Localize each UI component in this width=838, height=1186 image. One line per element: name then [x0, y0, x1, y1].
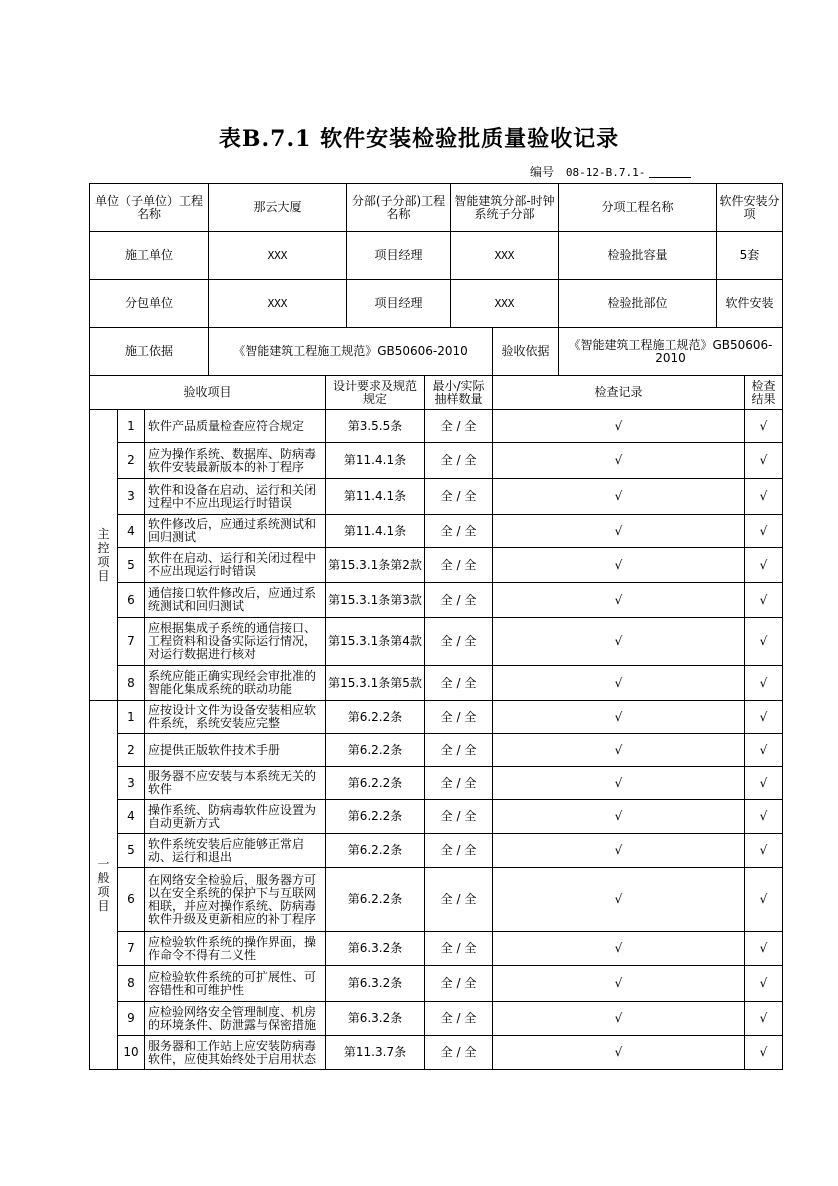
item-spec: 第6.2.2条: [326, 701, 425, 734]
general-category: [90, 701, 118, 1070]
table-row: [90, 734, 783, 767]
item-number: 3: [118, 767, 145, 800]
item-record: √: [493, 515, 745, 548]
table-row: [90, 1002, 783, 1036]
item-sample: 全 / 全: [425, 767, 493, 800]
item-record: √: [493, 666, 745, 701]
item-record: √: [493, 868, 745, 932]
item-number: 6: [118, 868, 145, 932]
item-description: 在网络安全检验后，服务器方可以在安全系统的保护下与互联网相联，并应对操作系统、防病毒软件升级及更新相应的补丁程序: [145, 868, 326, 932]
item-description: 应提供正版软件技术手册: [145, 734, 326, 767]
division-value: 智能建筑分部-时钟系统子分部: [451, 184, 559, 232]
item-sample: 全 / 全: [425, 548, 493, 583]
item-description: 服务器和工作站上应安装防病毒软件，应使其始终处于启用状态: [145, 1036, 326, 1070]
pm-value: XXX: [451, 232, 559, 280]
item-description: 软件系统安装后应能够正常启动、运行和退出: [145, 834, 326, 868]
item-spec: 第6.2.2条: [326, 734, 425, 767]
item-spec: 第6.2.2条: [326, 800, 425, 834]
item-description: 软件产品质量检查应符合规定: [145, 410, 326, 443]
item-description: 系统应能正确实现经会审批准的智能化集成系统的联动功能: [145, 666, 326, 701]
unit-value: 那云大厦: [209, 184, 347, 232]
item-record: √: [493, 1036, 745, 1070]
accept-basis-label: 验收依据: [493, 328, 559, 376]
table-row: [90, 548, 783, 583]
item-sample: 全 / 全: [425, 618, 493, 666]
table-row: [90, 1036, 783, 1070]
item-description: 应根据集成子系统的通信接口、工程资料和设备实际运行情况，对运行数据进行核对: [145, 618, 326, 666]
general-items: [90, 701, 783, 1070]
item-description: 操作系统、防病毒软件应设置为自动更新方式: [145, 800, 326, 834]
item-number: 4: [118, 800, 145, 834]
serial-blank: [649, 167, 691, 178]
item-spec: 第6.3.2条: [326, 932, 425, 966]
item-spec: 第11.4.1条: [326, 515, 425, 548]
table-row: [90, 966, 783, 1002]
item-sample: 全 / 全: [425, 1002, 493, 1036]
subitem-label: 分项工程名称: [559, 184, 717, 232]
item-sample: 全 / 全: [425, 868, 493, 932]
location-value: 软件安装: [717, 280, 783, 328]
subcontractor-value: XXX: [209, 280, 347, 328]
item-result: √: [745, 868, 783, 932]
item-result: √: [745, 410, 783, 443]
item-number: 7: [118, 618, 145, 666]
item-sample: 全 / 全: [425, 583, 493, 618]
subitem-value: 软件安装分项: [717, 184, 783, 232]
item-sample: 全 / 全: [425, 666, 493, 701]
main-items: [90, 410, 783, 701]
table-row: [90, 932, 783, 966]
item-result: √: [745, 966, 783, 1002]
item-sample: 全 / 全: [425, 734, 493, 767]
item-spec: 第6.3.2条: [326, 966, 425, 1002]
item-record: √: [493, 701, 745, 734]
item-record: √: [493, 583, 745, 618]
item-record: √: [493, 443, 745, 479]
col-item: 验收项目: [90, 376, 326, 410]
item-result: √: [745, 548, 783, 583]
col-result: 检查结果: [745, 376, 783, 410]
item-sample: 全 / 全: [425, 701, 493, 734]
table-row: [90, 410, 783, 443]
item-sample: 全 / 全: [425, 410, 493, 443]
main-category-label: 主控项目: [97, 527, 110, 583]
item-number: 6: [118, 583, 145, 618]
item-record: √: [493, 966, 745, 1002]
table-row: [90, 515, 783, 548]
item-spec: 第6.3.2条: [326, 1002, 425, 1036]
item-number: 8: [118, 666, 145, 701]
item-result: √: [745, 618, 783, 666]
item-spec: 第11.4.1条: [326, 443, 425, 479]
general-category-label: 一般项目: [97, 857, 110, 913]
item-number: 1: [118, 701, 145, 734]
item-result: √: [745, 767, 783, 800]
item-sample: 全 / 全: [425, 479, 493, 515]
accept-basis-value: 《智能建筑工程施工规范》GB50606-2010: [559, 328, 783, 376]
item-spec: 第15.3.1条第3款: [326, 583, 425, 618]
item-sample: 全 / 全: [425, 443, 493, 479]
item-number: 1: [118, 410, 145, 443]
table-row: [90, 834, 783, 868]
constructor-label: 施工单位: [90, 232, 209, 280]
form-title: 表B.7.1 软件安装检验批质量验收记录: [218, 126, 620, 152]
serial-number: [530, 163, 691, 180]
item-description: 应按设计文件为设备安装相应软件系统，系统安装应完整: [145, 701, 326, 734]
item-number: 2: [118, 443, 145, 479]
item-sample: 全 / 全: [425, 800, 493, 834]
pm2-label: 项目经理: [347, 280, 451, 328]
item-description: 通信接口软件修改后，应通过系统测试和回归测试: [145, 583, 326, 618]
division-label: 分部(子分部)工程名称: [347, 184, 451, 232]
table-row: [90, 583, 783, 618]
item-number: 5: [118, 548, 145, 583]
item-description: 软件和设备在启动、运行和关闭过程中不应出现运行时错误: [145, 479, 326, 515]
serial-value: 08-12-B.7.1-: [565, 166, 646, 179]
location-label: 检验批部位: [559, 280, 717, 328]
item-record: √: [493, 932, 745, 966]
capacity-value: 5套: [717, 232, 783, 280]
item-record: √: [493, 767, 745, 800]
table-row: [90, 666, 783, 701]
table-row: [90, 618, 783, 666]
item-description: 应检验软件系统的可扩展性、可容错性和可维护性: [145, 966, 326, 1002]
item-spec: 第11.4.1条: [326, 479, 425, 515]
header-row-basis: [90, 328, 783, 376]
table-row: [90, 479, 783, 515]
item-result: √: [745, 834, 783, 868]
main-category: [90, 410, 118, 701]
item-number: 10: [118, 1036, 145, 1070]
item-number: 4: [118, 515, 145, 548]
capacity-label: 检验批容量: [559, 232, 717, 280]
subcontractor-label: 分包单位: [90, 280, 209, 328]
table-row: [90, 868, 783, 932]
header-row-constructor: [90, 232, 783, 280]
item-sample: 全 / 全: [425, 966, 493, 1002]
item-spec: 第6.2.2条: [326, 868, 425, 932]
header-row-unit: [90, 184, 783, 232]
item-number: 8: [118, 966, 145, 1002]
item-description: 应检验网络安全管理制度、机房的环境条件、防泄露与保密措施: [145, 1002, 326, 1036]
item-result: √: [745, 666, 783, 701]
item-record: √: [493, 800, 745, 834]
item-spec: 第11.3.7条: [326, 1036, 425, 1070]
item-result: √: [745, 701, 783, 734]
item-result: √: [745, 800, 783, 834]
item-number: 3: [118, 479, 145, 515]
table-row: [90, 701, 783, 734]
item-spec: 第3.5.5条: [326, 410, 425, 443]
basis-value: 《智能建筑工程施工规范》GB50606-2010: [209, 328, 493, 376]
col-spec: 设计要求及规范规定: [326, 376, 425, 410]
item-result: √: [745, 932, 783, 966]
item-description: 应为操作系统、数据库、防病毒软件安装最新版本的补丁程序: [145, 443, 326, 479]
header-row-subcontractor: [90, 280, 783, 328]
item-record: √: [493, 410, 745, 443]
item-spec: 第15.3.1条第4款: [326, 618, 425, 666]
item-number: 7: [118, 932, 145, 966]
item-sample: 全 / 全: [425, 515, 493, 548]
constructor-value: XXX: [209, 232, 347, 280]
item-description: 服务器不应安装与本系统无关的软件: [145, 767, 326, 800]
item-record: √: [493, 834, 745, 868]
inspection-table: [89, 183, 783, 1070]
item-result: √: [745, 1036, 783, 1070]
item-result: √: [745, 443, 783, 479]
unit-label: 单位（子单位）工程名称: [90, 184, 209, 232]
column-header-row: [90, 376, 783, 410]
item-sample: 全 / 全: [425, 1036, 493, 1070]
item-record: √: [493, 479, 745, 515]
item-spec: 第6.2.2条: [326, 767, 425, 800]
item-number: 9: [118, 1002, 145, 1036]
item-sample: 全 / 全: [425, 932, 493, 966]
pm-label: 项目经理: [347, 232, 451, 280]
col-record: 检查记录: [493, 376, 745, 410]
item-result: √: [745, 583, 783, 618]
item-sample: 全 / 全: [425, 834, 493, 868]
item-description: 软件在启动、运行和关闭过程中不应出现运行时错误: [145, 548, 326, 583]
item-result: √: [745, 734, 783, 767]
pm2-value: XXX: [451, 280, 559, 328]
table-row: [90, 443, 783, 479]
item-result: √: [745, 1002, 783, 1036]
serial-label: 编号: [530, 165, 555, 179]
item-description: 应检验软件系统的操作界面，操作命令不得有二义性: [145, 932, 326, 966]
item-spec: 第15.3.1条第5款: [326, 666, 425, 701]
item-spec: 第6.2.2条: [326, 834, 425, 868]
col-sample: 最小/实际抽样数量: [425, 376, 493, 410]
item-description: 软件修改后，应通过系统测试和回归测试: [145, 515, 326, 548]
item-record: √: [493, 1002, 745, 1036]
item-result: √: [745, 515, 783, 548]
item-result: √: [745, 479, 783, 515]
item-number: 5: [118, 834, 145, 868]
item-spec: 第15.3.1条第2款: [326, 548, 425, 583]
item-record: √: [493, 548, 745, 583]
item-number: 2: [118, 734, 145, 767]
table-row: [90, 800, 783, 834]
item-record: √: [493, 618, 745, 666]
basis-label: 施工依据: [90, 328, 209, 376]
table-row: [90, 767, 783, 800]
item-record: √: [493, 734, 745, 767]
